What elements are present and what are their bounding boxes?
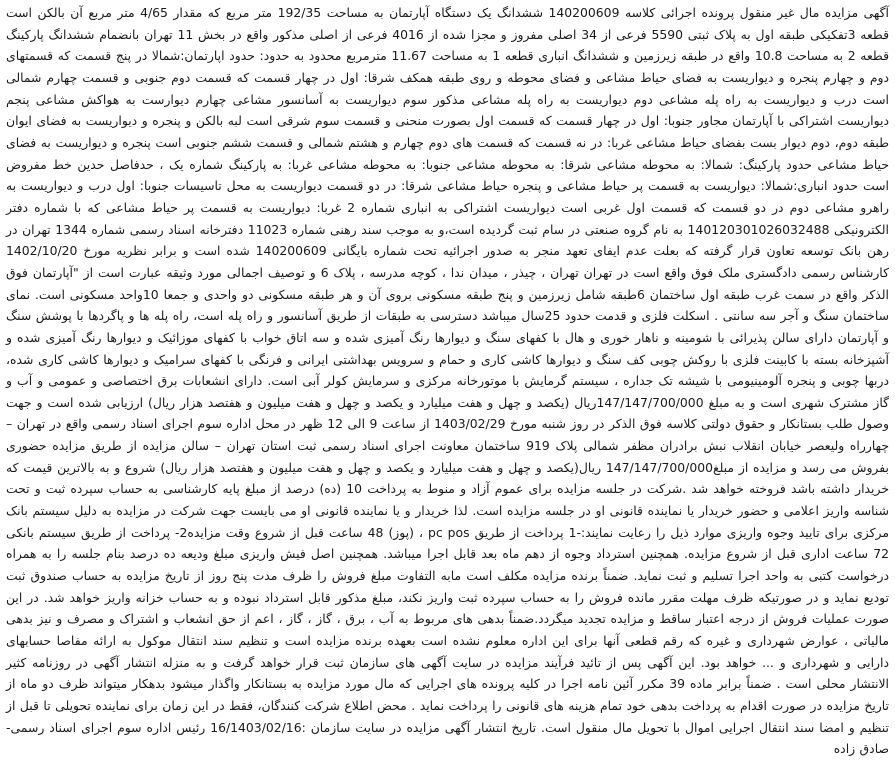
auction-notice-text: آگهی مزایده مال غیر منقول پرونده اجرائی کلاسه 140200609 ششدانگ یک دستگاه آپارتمان به مساحت 192/35 متر مربع که مقدار 4/65 متر مربع آن بالکن است قطعه 3تفکیکی طبقه اول به پلاک ثبتی 5590 فرعی از 34 اصلی مفروز و مجزا شده از 4016 فرعی از اصلی مذکور واقع در بخش 11 تهران بانضمام ششدانگ پارکینگ قطعه 2 به مساحت 10.8 واقع در طبقه زیرزمین و ششدانگ انباری قطعه 1 به مساحت 11.67 مترمربع محدود به حدود: حدود اپارتمان:شمالا در پنج قسمت که قسمتهای دوم و چهارم پنجره و دیواریست به فضای حیاط مشاعی و فضای محوطه و روی طبقه همکف شرقا: اول در چهار قسمت که قسمت دوم جنوبی و قسمت چهارم شمالی است درب و دیواریست به راه پله مشاعی دوم دیواریست به راه پله مشاعی مذکور سوم دیواریست به آسانسور مشاعی چهارم دیوارست به هواکش مشاعی پنجم دیواریست اشتراکی با آپارتمان مجاور جنوبا: اول در چهار قسمت که قسمت اول بصورت منحنی و قسمت سوم شرقی است لبه بالکن و پنجره و دیواریست به فضای ایوان طبقه دوم، دوم دیوار بست بفضای حیاط مشاعی غربا: در نه قسمت که قسمت های دوم چهارم و هشتم شمالی و قسمت ششم جنوبی است پنجره و دیواریست به فضای حیاط مشاعی حدود پارکینگ: شمالا: به محوطه مشاعی شرقا: به محوطه مشاعی جنوبا: به محوطه مشاعی غربا: به پارکینگ شماره یک ، حدفاصل حدین خط مفروض است حدود انباری:شمالا: دیواریست به قسمت پر حیاط مشاعی و پنجره حیاط مشاعی شرقا: در دو قسمت دیواریست به محل تاسیسات جنوبا: اول درب و دیواریست به راهرو مشاعی دوم در دو قسمت که قسمت اول غربی است دیواریست اشتراکی به انباری شماره 2 غربا: دیواریست به قسمت پر حیاط مشاعی که با شماره دفتر الکترونیکی 140120301026032488 به نام گروه صنعتی در سام ثبت گردیده است،و به موجب سند رهنی شماره 11023 دفترخانه اسناد رسمی شماره 1344 تهران در رهن بانک توسعه تعاون قرار گرفته که بعلت عدم ایفای تعهد منجر به صدور اجرائیه تحت شماره بایگانی 140200609 شده است و برابر نظریه مورخ 1402/10/20 کارشناس رسمی دادگستری ملک فوق واقع است در تهران تهران ، چیذر ، میدان ندا ، کوچه مدرسه ، پلاک 6 و توصیف اجمالی مورد وثیقه عبارت است از "آپارتمان فوق الذکر واقع در سمت غرب طبقه اول ساختمان 6طبقه شامل زیرزمین و پنج طبقه مسکونی بروی آن و هر طبقه مسکونی دو واحدی و جمعا 10واحد مسکونی است. نمای ساختمان سنگ و آجر سه سانتی . اسکلت فلزی و قدمت حدود 25سال میباشد دسترسی به طبقات از طریق آسانسور و راه پله است، راه پله ها و پاگردها با پوشش سنگ و آپارتمان دارای سالن پذیرائی با شومینه و ناهار خوری و هال با کفهای سنگ و دیوارها رنگ آمیزی شده و سه اتاق خواب با کفهای موزائیک و دیوارها رنگ آمیزی شده و آشپزخانه بسته با کابینت فلزی با روکش چوبی کف سنگ و دیوارها کاشی کاری و حمام و سرویس بهداشتی ایرانی و فرنگی با کفهای سرامیک و دیوارها کاشی کاری شده، دربها چوبی و پنجره آلومینیومی با شیشه تک جداره ، سیستم گرمایش با موتورخانه مرکزی و سرمایش کولر آبی است. دارای انشعابات برق اختصاصی و عمومی و آب و گاز مشترک شهری است و به مبلغ 147/147/700/000ریال (یکصد و چهل و هفت میلیارد و یکصد و چهل و هفت میلیون و هفتصد هزار ریال) ارزیابی شده است و جهت وصول طلب بستانکار و حقوق دولتی کلاسه فوق الذکر در روز شنبه مورخ 1403/02/29 از ساعت 9 الی 12 ظهر در محل اداره سوم اجرای اسناد رسمی واقع در تهران – چهارراه ولیعصر خیابان انقلاب نبش برادران مظفر شمالی پلاک 919 ساختمان معاونت اجرای اسناد رسمی ثبت استان تهران – سالن مزایده از طریق مزایده حضوری بفروش می رسد و مزایده از مبلغ147/147/700/000 ریال(یکصد و چهل و هفت میلیارد و یکصد و چهل و هفت میلیون و هفتصد هزار ریال) شروع و به بالاترین قیمت که خریدار داشته باشد فروخته خواهد شد .شرکت در جلسه مزایده برای عموم آزاد و منوط به پرداخت 10 (ده) درصد از مبلغ پایه کارشناسی به حساب سپرده ثبت و تحت شناسه واریز اعلامی و حضور خریدار یا نماینده قانونی او در جلسه مزایده است. لذا خریدار و یا نماینده قانونی او می بایست جهت شرکت در مزایده به دلیل سیستم بانک مرکزی برای تایید وجوه واریزی موارد ذیل را رعایت نمایند:-1 پرداخت از طریق pc pos ، (پوز) 48 ساعت قبل از شروع وقت مزایده2- پرداخت از طریق سیستم بانکی 72 ساعت اداری قبل از شروع مزایده. همچنین استرداد وجوه از دهم ماه بعد قابل اجرا میباشد. همچنین اصل فیش واریزی مبلغ ودیعه ده درصد بنام جلسه را به همراه درخواست کتبی به واحد اجرا تسلیم و ثبت نماید. ضمناً برنده مزایده مکلف است مابه التفاوت مبلغ فروش را ظرف مدت پنج روز از تاریخ مزایده به حساب صندوق ثبت تودیع نماید و در صورتیکه ظرف مهلت مقرر مانده فروش را به حساب سپرده ثبت واریز نکند، مبلغ مذکور قابل استرداد نبوده و به حساب خزانه واریز خواهد شد. در این صورت عملیات فروش از درجه اعتبار ساقط و مزایده تجدید میگردد.ضمناً بدهی های مربوط به آب ، برق ، گاز ، گاز ، اعم از حق انشعاب و اشتراک و مصرف و نیز بدهی مالیاتی ، عوارض شهرداری و غیره که رقم قطعی آنها برای این اداره معلوم نشده است بعهده برنده مزایده است و تنظیم سند انتقال موکول به ارائه مفاصا حسابهای دارایی و شهرداری و ... خواهد بود. این آگهی پس از تائید فرآیند مزایده در سایت آگهی های سازمان ثبت قرار خواهد گرفت و به منزله انتشار آگهی در روزنامه کثیر الانتشار محلی است . ضمناً برابر ماده 39 مکرر آئین نامه اجرا در کلیه پرونده های اجرایی که مال مورد مزایده به بستانکار واگذار میشود بدهکار میتواند ظرف دو ماه از تاریخ مزایده در صورت اقدام به پرداخت بدهی خود تمام هزینه های قانونی را پرداخت نماید . محض اطلاع شرکت کنندگان، فقط در این زمان برای نماینده تحویلی تا قبل از تنظیم و امضا سند انتقال اجرایی اموال با تحویل مال منقول است. تاریخ انتشار آگهی مزایده در سایت سازمان :16/1403/02/16 رئیس اداره سوم اجرای اسناد رسمی- صادق زاده (6, 5, 890, 757)
